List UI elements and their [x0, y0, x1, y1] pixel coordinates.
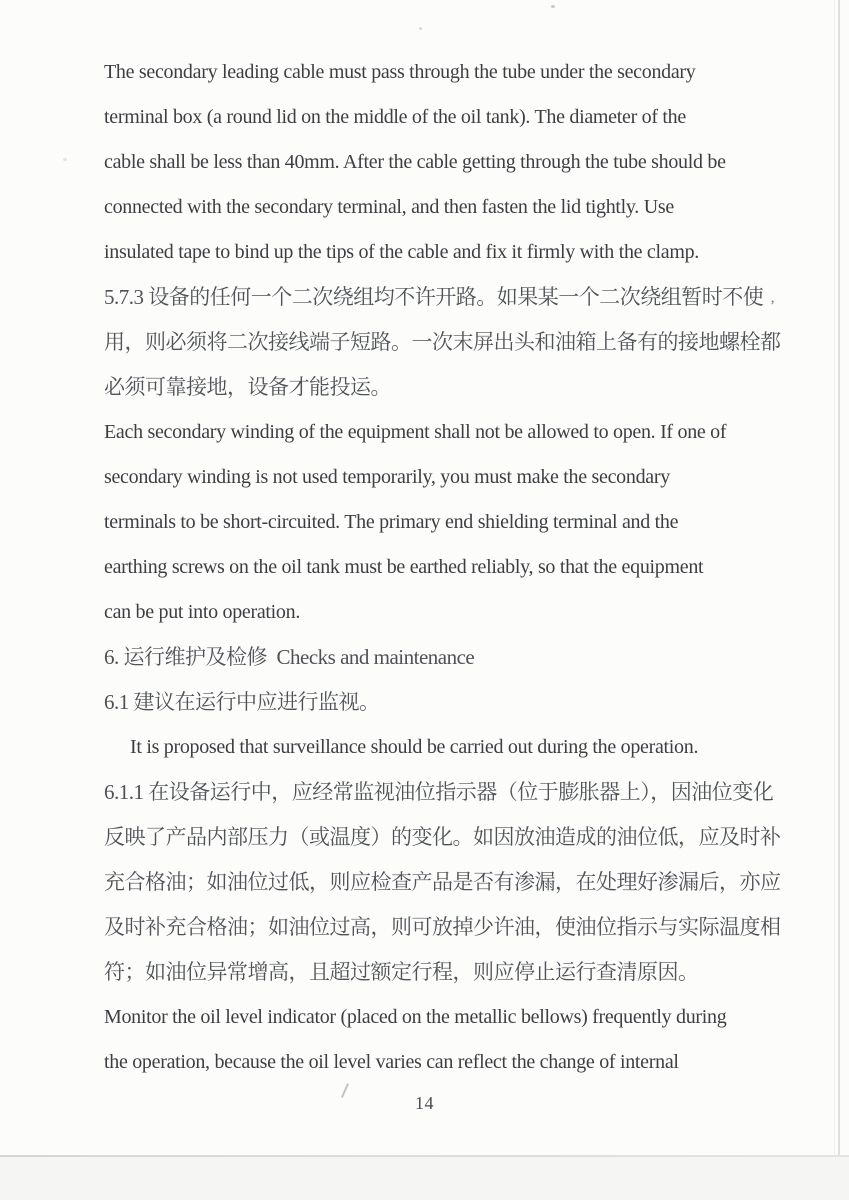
scan-page-edge-line: [834, 0, 835, 1200]
text-line: 5.7.3 设备的任何一个二次绕组均不许开路。如果某一个二次绕组暂时不使: [104, 285, 764, 309]
text-line: Each secondary winding of the equipment shall not be allowed to open. If one of: [104, 421, 727, 443]
text-line: 符；如油位异常增高，且超过额定行程，则应停止运行查清原因。: [104, 960, 699, 984]
text-line: 充合格油；如油位过低，则应检查产品是否有渗漏，在处理好渗漏后，亦应: [104, 870, 781, 894]
document-body: [104, 50, 794, 1085]
text-line: can be put into operation.: [104, 601, 301, 623]
text-line: It is proposed that surveillance should be carried out during the operation.: [130, 736, 699, 758]
page-number: 14: [415, 1093, 434, 1113]
text-line: 6.1 建议在运行中应进行监视。: [104, 690, 380, 714]
text-line: insulated tape to bind up the tips of the cable and fix it firmly with the clamp.: [104, 241, 699, 263]
text-line: earthing screws on the oil tank must be earthed reliably, so that the equipment: [104, 556, 704, 578]
text-line: 必须可靠接地，设备才能投运。: [104, 375, 391, 399]
text-line: 6. 运行维护及检修 Checks and maintenance: [104, 645, 475, 669]
scan-bottom-strip: [0, 1157, 849, 1200]
scan-speck: [551, 5, 555, 8]
text-line: Monitor the oil level indicator (placed on the metallic bellows) frequently during: [104, 1006, 727, 1028]
scan-speck: [63, 158, 67, 161]
scan-stray-mark: ’: [770, 298, 775, 314]
text-line: The secondary leading cable must pass through the tube under the secondary: [104, 61, 696, 83]
scan-speck: [419, 27, 422, 30]
text-line: terminals to be short-circuited. The primary end shielding terminal and the: [104, 511, 679, 533]
text-line: terminal box (a round lid on the middle of the oil tank). The diameter of the: [104, 106, 686, 128]
text-line: cable shall be less than 40mm. After the cable getting through the tube should be: [104, 151, 726, 173]
text-line: secondary winding is not used temporarily, you must make the secondary: [104, 466, 670, 488]
text-line: 6.1.1 在设备运行中，应经常监视油位指示器（位于膨胀器上），因油位变化: [104, 780, 774, 804]
text-line: 反映了产品内部压力（或温度）的变化。如因放油造成的油位低，应及时补: [104, 825, 781, 849]
text-line: 及时补充合格油；如油位过高，则可放掉少许油，使油位指示与实际温度相: [104, 915, 781, 939]
text-line: the operation, because the oil level varies can reflect the change of internal: [104, 1051, 679, 1073]
text-line: 用，则必须将二次接线端子短路。一次末屏出头和油箱上备有的接地螺栓都: [104, 330, 781, 354]
text-line: connected with the secondary terminal, and then fasten the lid tightly. Use: [104, 196, 674, 218]
scan-page-edge-line: [838, 0, 840, 1200]
